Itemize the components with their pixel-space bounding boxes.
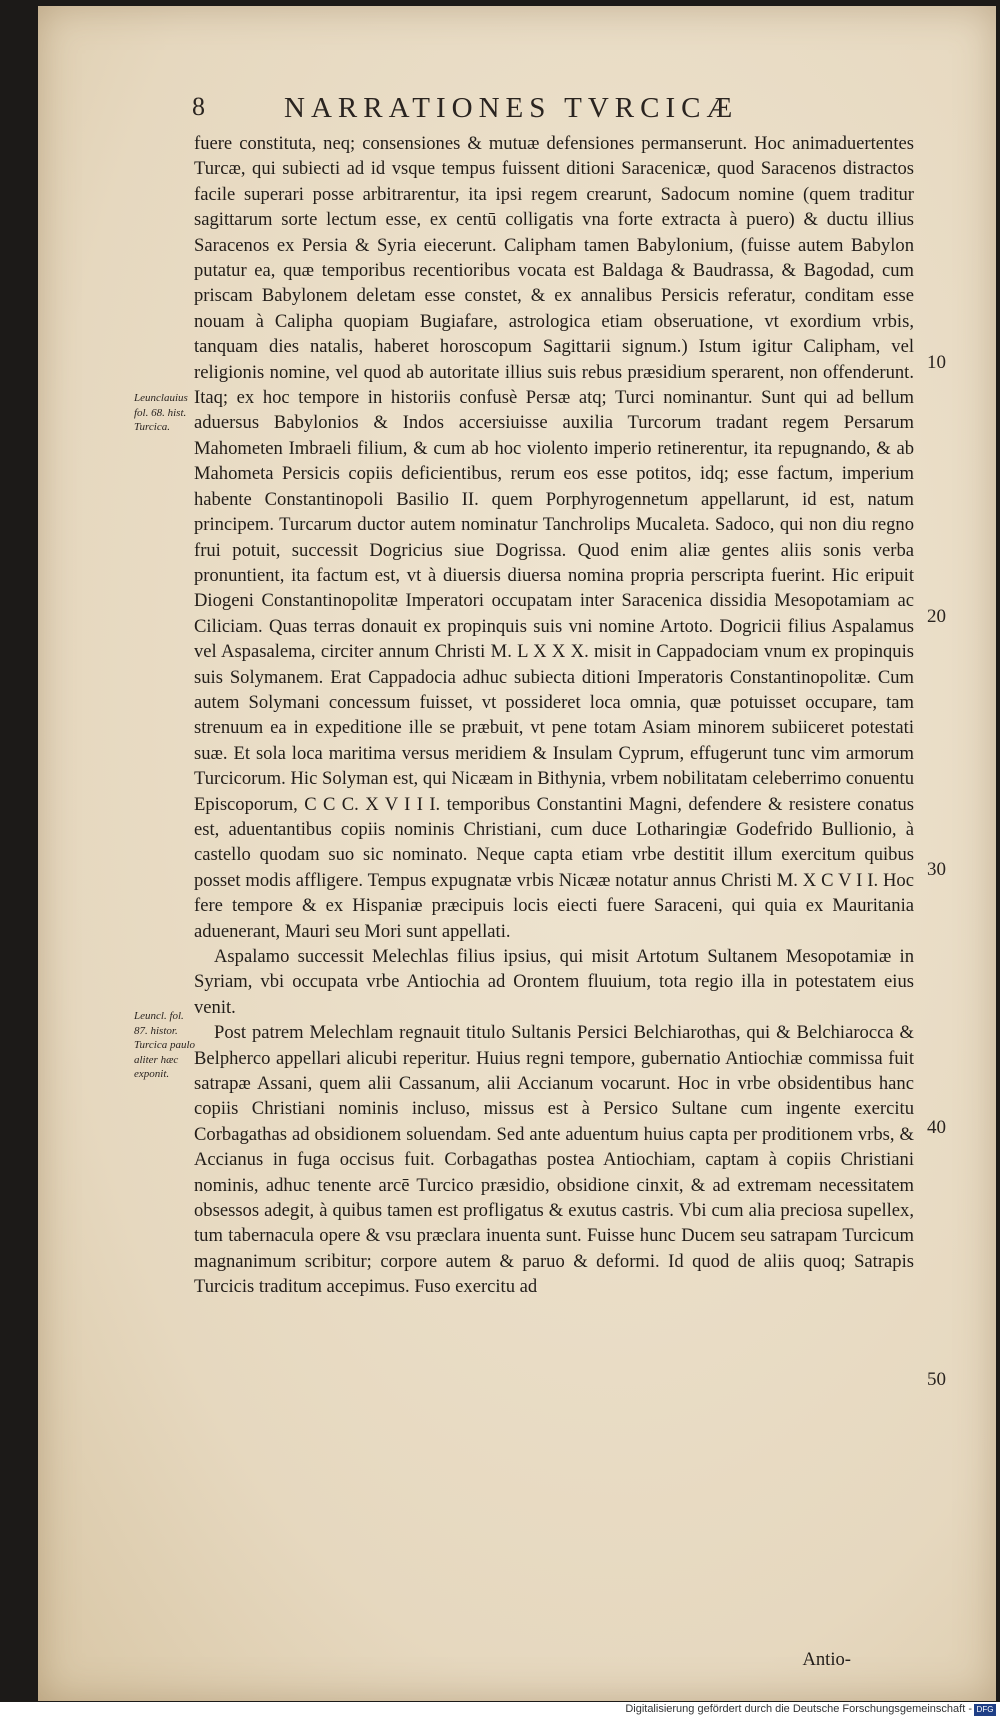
side-note-2: Leuncl. fol. 87. histor. Turcica paulo aliter hæc exponit.	[134, 1010, 196, 1080]
main-text	[194, 131, 914, 1300]
book-page	[38, 6, 996, 1701]
page-number: 8	[192, 92, 205, 121]
catchword: Antio-	[802, 1649, 851, 1670]
side-note-1: Leunclauius fol. 68. hist. Turcica.	[134, 392, 188, 433]
running-title: NARRATIONES TVRCICÆ	[284, 92, 739, 124]
paragraph: Aspalamo successit Melechlas filius ipsius, qui misit Artotum Sultanem Mesopotamiæ in Syriam, vbi occupata vrbe Antiochia ad Orontem fluuium, tota regio illa in potestatem eius venit.	[194, 946, 914, 1018]
dfg-logo-icon: DFG	[974, 1704, 996, 1716]
line-number-20: 20	[927, 606, 946, 627]
paragraph: fuere constituta, neq; consensiones & mutuæ defensiones permanserunt. Hoc animaduertentes Turcæ, qui subiecti ad id vsque tempus fuissent ditioni Saracenicæ, quod Saracenos distractos facile superari posse arbitrarentur, ita ipsi regem crearunt, Sadocum nomine (quem traditur sagittarum sorte lectum esse, ex centū colligatis vna forte extracta à puero) & ductu illius Saracenos ex Persia & Syria eiecerunt. Calipham tamen Babylonium, (fuisse autem Babylon putatur ea, quæ temporibus recentioribus vocata est Baldaga & Baudrassa, & Bagodad, cum priscam Babylonem deletam esse constet, & ex annalibus Persicis referatur, conditam esse nouam à Calipha quopiam Bugiafare, astrologica etiam obseruatione, vt exordium vrbis, tanquam dies natalis, haberet horoscopum Sagittarii signum.) Istum igitur Calipham, vel religionis nomine, vel quod ab autoritate illius suis rebus præsidium sperarent, non offenderunt. Itaq; ex hoc tempore in historiis confusè Persæ atq; Turci nominantur. Sunt qui ad bellum aduersus Babylonios & Indos accersiuisse auxilia Turcorum tradant regem Persarum Mahometen Imbraeli filium, & cum ab hoc violento imperio retinerentur, ita repugnando, & ab Mahometa Persicis copiis deficientibus, rerum eos esse potitos, idq; esse factum, imperium habente Constantinopoli Basilio II. quem Porphyrogennetum appellarunt, id est, natum principem. Turcarum ductor autem nominatur Tanchrolips Mucaleta. Sadoco, qui non diu regno frui potuit, successit Dogricius siue Dogrissa. Quod enim aliæ gentes aliis sonis verba pronuntient, ita factum est, vt à diuersis diuersa nomina propria perscripta fuerint. Hic eripuit Diogeni Constantinopolitæ Imperatori occupatam inter Saracenica dissidia Mesopotamiam ac Ciliciam. Quas terras donauit ex propinquis suis vni nomine Artoto. Dogricii filius Aspalamus vel Aspasalema, circiter annum Christi M. L X X X. misit in Cappadociam vnum ex propinquis suis Solymanem. Erat Cappadocia adhuc subiecta ditioni Imperatoris Constantinopolitæ. Cum autem Solymani concessum fuisset, vt possideret loca omnia, quæ potuisset occupare, tam strenuum ea in expeditione ille se præbuit, vt pene totam Asiam minorem subiiceret potestati suæ. Et sola loca maritima versus meridiem & Insulam Cyprum, effugerunt tunc vim armorum Turcicorum. Hic Solyman est, qui Nicæam in Bithynia, vrbem nobilitatam celeberrimo conuentu Episcoporum, C C C. X V I I I. temporibus Constantini Magni, defendere & resistere conatus est, aduentantibus copiis nominis Christiani, cum duce Lotharingiæ Godefrido Bullionio, à castello quodam suo sic nominato. Neque capta etiam vrbe destitit illum exercitum quibus posset modis affligere. Tempus expugnatæ vrbis Nicææ notatur annus Christi M. X C V I I. Hoc fere tempore & ex Hispaniæ præcipuis locis eiecti fuere Saraceni, qui quia ex Mauritania aduenerant, Mauri seu Mori sunt appellati.	[194, 133, 914, 942]
line-number-40: 40	[927, 1117, 946, 1138]
line-number-50: 50	[927, 1369, 946, 1390]
page-header	[38, 92, 996, 126]
line-number-30: 30	[927, 859, 946, 880]
paragraph: Post patrem Melechlam regnauit titulo Sultanis Persici Belchiarothas, qui & Belchiarocca & Belpherco appellari alicubi reperitur. Huius regni tempore, gubernatio Antiochiæ commissa fuit satrapæ Assani, quem alii Cassanum, alii Accianum vocarunt. Hoc in vrbe obsidentibus hanc copiis Christiani nominis incluso, missus est à Persico Sultane cum ingente exercitu Corbagathas ad obsidionem soluendam. Sed ante aduentum huius capta per proditionem vrbs, & Accianus in fuga occisus fuit. Corbagathas postea Antiochiam, captam à copiis Christiani nominis, adhuc tenente arcē Turcico præsidio, obsidione cinxit, & ad extremam necessitatem obsessos adegit, à quibus tamen est profligatus & exutus castris. Vbi cum alia preciosa supellex, tum tabernacula opere & vsu præclara inuenta sunt. Fuisse hunc Ducem seu satrapam Turcicum magnanimum scribitur; corpore autem & paruo & deformi. Id quod de aliis quoq; Satrapis Turcicis traditum accepimus. Fuso exercitu ad	[194, 1022, 914, 1298]
digitization-footer	[0, 1702, 1000, 1718]
line-number-10: 10	[927, 352, 946, 373]
footer-credit: Digitalisierung gefördert durch die Deutsche Forschungsgemeinschaft -	[625, 1703, 972, 1715]
